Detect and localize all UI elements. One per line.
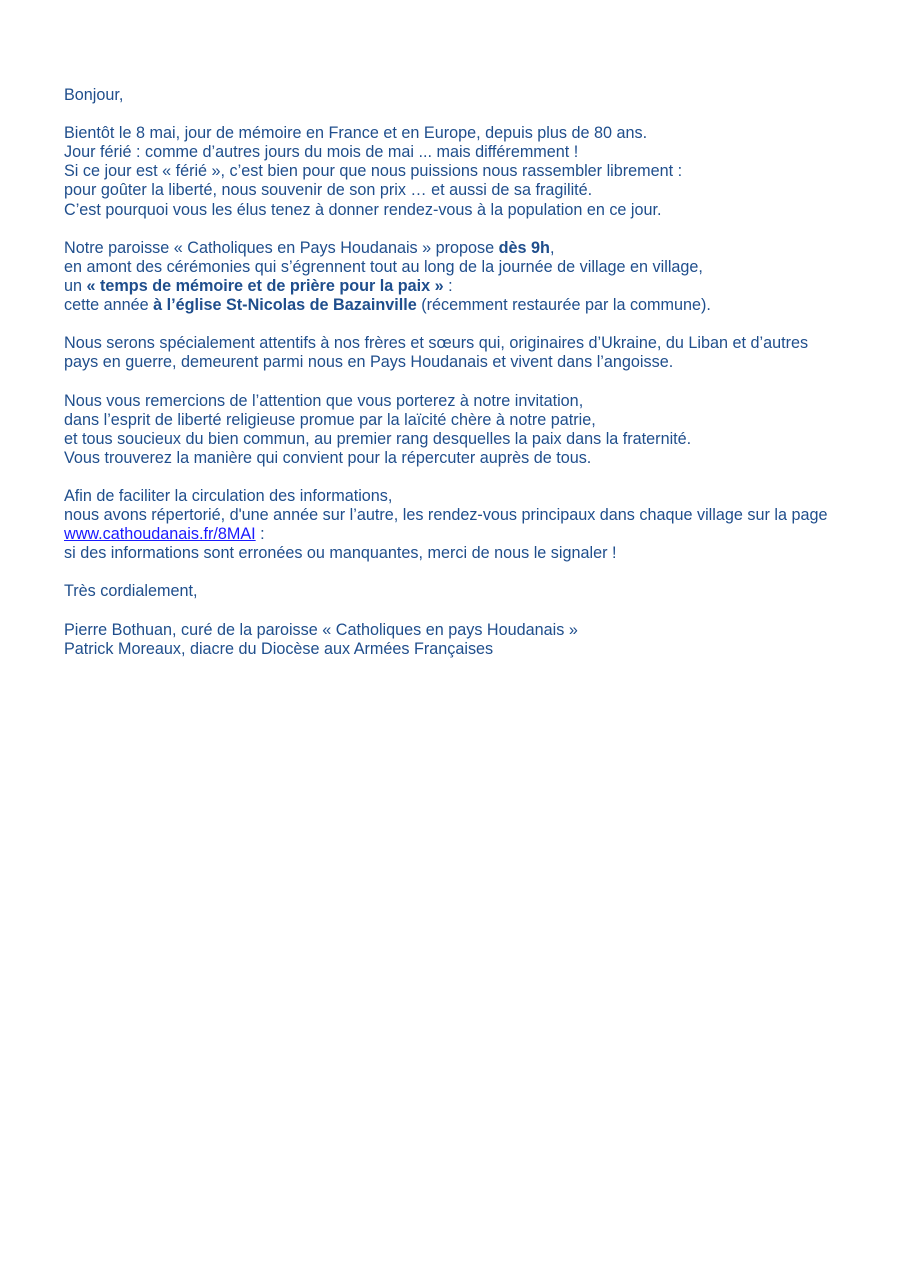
paragraph-gap [64, 105, 864, 124]
paragraph-gap [64, 372, 864, 391]
text-line [64, 239, 864, 258]
text-segment: Notre paroisse « Catholiques en Pays Houdanais » propose [64, 238, 499, 257]
text-line [64, 277, 864, 296]
paragraph-information [64, 487, 864, 563]
text-line: en amont des cérémonies qui s’égrennent tout au long de la journée de village en village, [64, 257, 703, 276]
greeting-line: Bonjour, [64, 86, 124, 104]
time-highlight: dès 9h [498, 238, 550, 257]
text-line: dans l’esprit de liberté religieuse promue par la laïcité chère à notre patrie, [64, 410, 596, 429]
paragraph-gap [64, 602, 864, 621]
text-segment: , [549, 238, 555, 257]
text-line: Vous trouverez la manière qui convient pour la répercuter auprès de tous. [64, 448, 592, 467]
text-line: pays en guerre, demeurent parmi nous en Pays Houdanais et vivent dans l’angoisse. [64, 353, 674, 372]
paragraph-thanks [64, 392, 864, 468]
paragraph-gap [64, 315, 864, 334]
paragraph-may-8 [64, 124, 864, 219]
text-segment: : [443, 276, 453, 295]
location-highlight: à l’église St-Nicolas de Bazainville [153, 296, 417, 315]
letter-body [64, 86, 864, 659]
text-line: et tous soucieux du bien commun, au premier rang desquelles la paix dans la fraternité. [64, 429, 692, 448]
text-line: Si ce jour est « férié », c’est bien pour que nous puissions nous rassembler librement : [64, 162, 683, 181]
closing [64, 582, 864, 601]
signature-deacon: Patrick Moreaux, diacre du Diocèse aux Armées Françaises [64, 639, 494, 658]
text-segment: cette année [64, 296, 154, 315]
text-line: Bientôt le 8 mai, jour de mémoire en France et en Europe, depuis plus de 80 ans. [64, 124, 648, 143]
text-segment: un [64, 276, 87, 295]
signatures [64, 621, 864, 659]
paragraph-gap [64, 563, 864, 582]
closing-line: Très cordialement, [64, 582, 198, 601]
text-line: Nous serons spécialement attentifs à nos frères et sœurs qui, originaires d’Ukraine, du Liban et d’autres [64, 334, 809, 353]
text-line: nous avons répertorié, d'une année sur l’autre, les rendez-vous principaux dans chaque village sur la page [64, 506, 828, 525]
text-line [64, 525, 864, 544]
text-segment: : [255, 525, 265, 544]
event-name-highlight: « temps de mémoire et de prière pour la paix » [86, 276, 444, 295]
text-line: Nous vous remercions de l’attention que vous porterez à notre invitation, [64, 391, 584, 410]
text-line: si des informations sont erronées ou manquantes, merci de nous le signaler ! [64, 544, 617, 563]
paragraph-gap [64, 220, 864, 239]
text-line: Afin de faciliter la circulation des informations, [64, 486, 393, 505]
paragraph-gap [64, 468, 864, 487]
text-line [64, 296, 864, 315]
text-line: C’est pourquoi vous les élus tenez à donner rendez-vous à la population en ce jour. [64, 200, 662, 219]
paragraph-invitation [64, 239, 864, 315]
text-line: pour goûter la liberté, nous souvenir de son prix … et aussi de sa fragilité. [64, 181, 593, 200]
website-link[interactable]: www.cathoudanais.fr/8MAI [64, 525, 256, 544]
text-segment: (récemment restaurée par la commune). [416, 296, 711, 315]
text-line: Jour férié : comme d’autres jours du mois de mai ... mais différemment ! [64, 143, 579, 162]
signature-priest: Pierre Bothuan, curé de la paroisse « Catholiques en pays Houdanais » [64, 620, 578, 639]
greeting [64, 86, 864, 105]
paragraph-solidarity [64, 334, 864, 372]
